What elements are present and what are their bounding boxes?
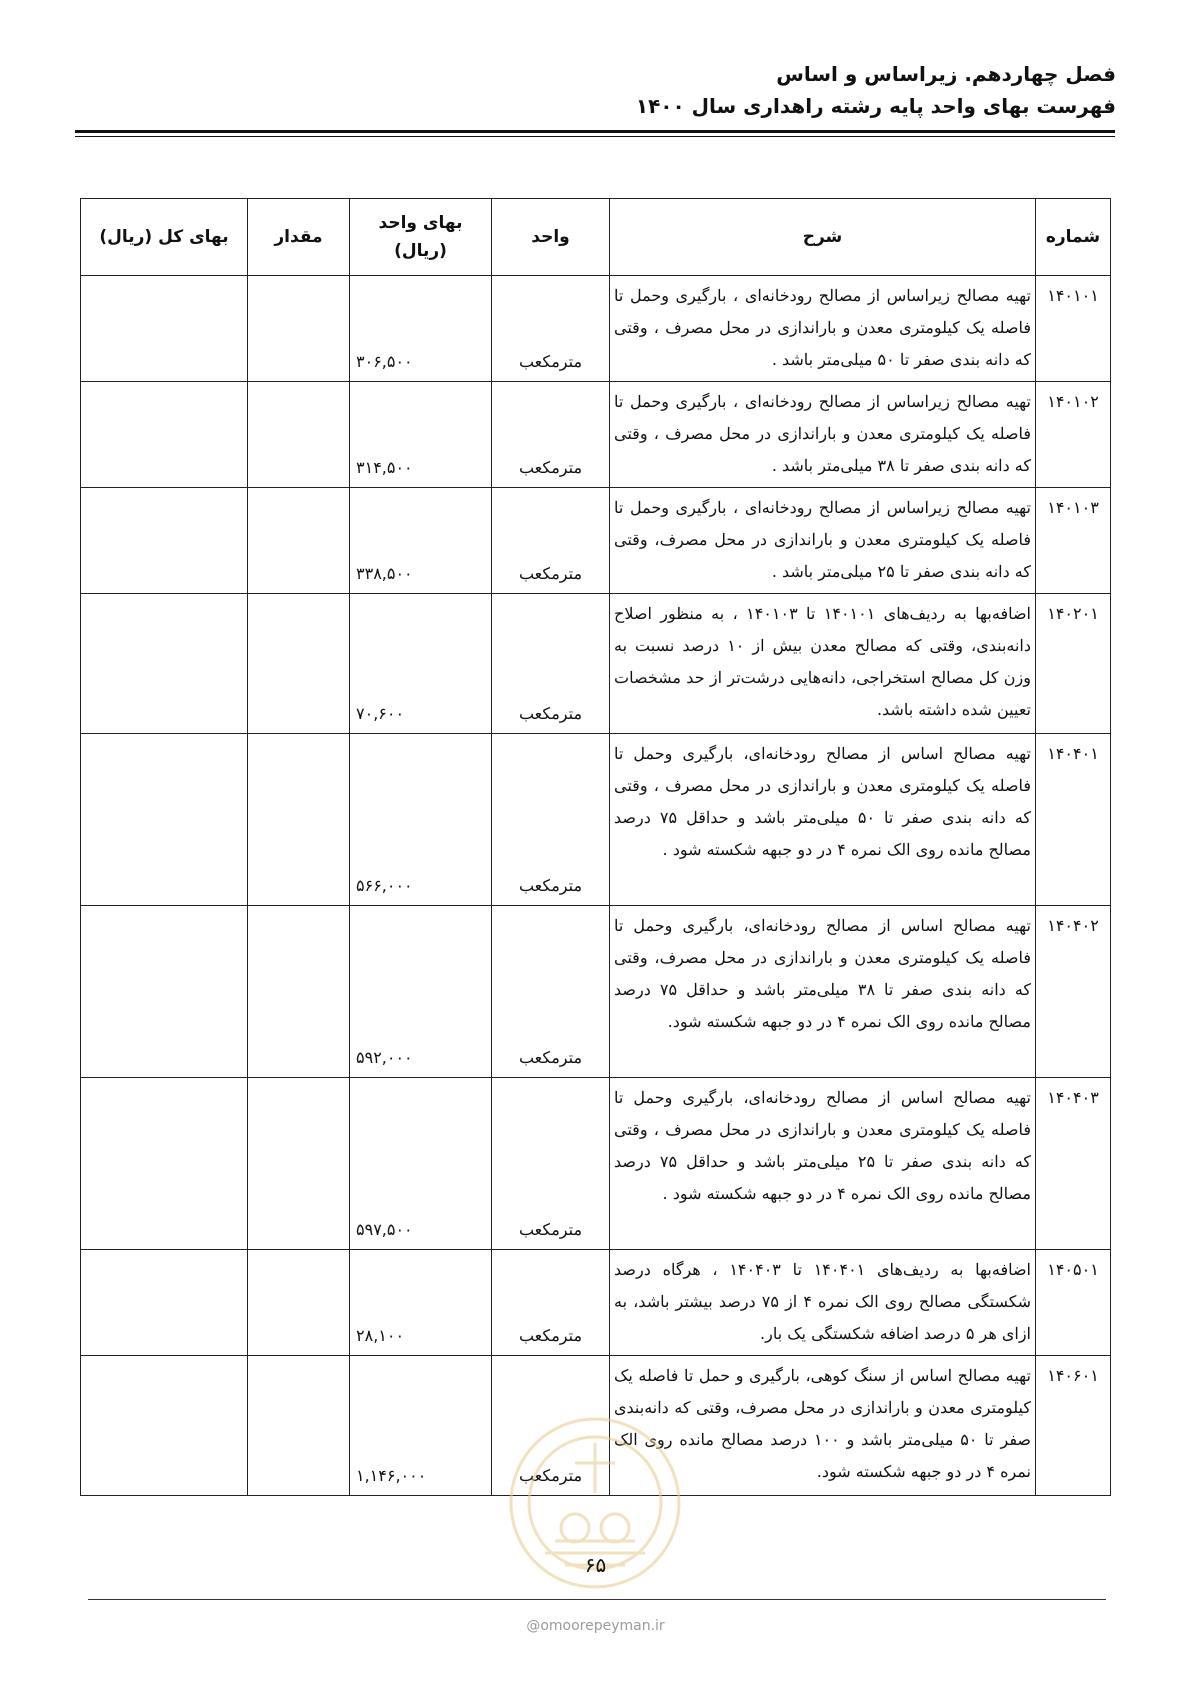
page-header — [76, 58, 1116, 122]
row-description: اضافه‌بها به ردیف‌های ۱۴۰۱۰۱ تا ۱۴۰۱۰۳ ، به منظور اصلاح دانه‌بندی، وقتی که مصالح معدن بیش از ۱۰ درصد نسبت به وزن کل مصالح استخراجی، دانه‌هایی درشت‌تر از حد مشخصات تعیین شده داشته باشد. — [610, 594, 1036, 734]
page-number: ۶۵ — [584, 1553, 607, 1577]
row-quantity — [248, 488, 350, 594]
row-description: تهیه مصالح زیراساس از مصالح رودخانه‌ای ، بارگیری وحمل تا فاصله یک کیلومتری معدن و باراندازی در محل مصرف، وقتی که دانه بندی صفر تا ۲۵ میلی‌متر باشد . — [610, 488, 1036, 594]
row-unit: مترمکعب — [492, 1078, 610, 1250]
row-total-price — [81, 734, 248, 906]
row-number: ۱۴۰۱۰۲ — [1036, 382, 1111, 488]
row-unit-price: ۲۸,۱۰۰ — [350, 1250, 492, 1356]
row-description: تهیه مصالح اساس از سنگ کوهی، بارگیری و حمل تا فاصله یک کیلومتری معدن و باراندازی در محل مصرف، وقتی که دانه‌بندی صفر تا ۵۰ میلی‌متر باشد و ۱۰۰ درصد مصالح مانده روی الک نمره ۴ در دو جبهه شکسته شود. — [610, 1356, 1036, 1496]
footer-rule — [88, 1599, 1106, 1600]
table-row — [81, 276, 1111, 382]
table-row — [81, 488, 1111, 594]
row-number: ۱۴۰۲۰۱ — [1036, 594, 1111, 734]
row-unit: مترمکعب — [492, 488, 610, 594]
row-description: اضافه‌بها به ردیف‌های ۱۴۰۴۰۱ تا ۱۴۰۴۰۳ ، هرگاه درصد شکستگی مصالح روی الک نمره ۴ از ۷۵ درصد بیشتر باشد، به ازای هر ۵ درصد اضافه شکستگی یک بار. — [610, 1250, 1036, 1356]
row-quantity — [248, 1356, 350, 1496]
column-header-unit-price — [350, 199, 492, 276]
row-quantity — [248, 734, 350, 906]
table-row — [81, 1356, 1111, 1496]
row-total-price — [81, 906, 248, 1078]
table-row — [81, 734, 1111, 906]
row-total-price — [81, 1078, 248, 1250]
table-row — [81, 382, 1111, 488]
row-quantity — [248, 1078, 350, 1250]
unit-price-header-line2: (ریال) — [394, 241, 447, 261]
row-description: تهیه مصالح اساس از مصالح رودخانه‌ای، بارگیری وحمل تا فاصله یک کیلومتری معدن و باراندازی در محل مصرف ، وقتی که دانه بندی صفر تا ۲۵ میلی‌متر باشد و حداقل ۷۵ درصد مصالح مانده روی الک نمره ۴ در دو جبهه شکسته شود . — [610, 1078, 1036, 1250]
row-quantity — [248, 594, 350, 734]
row-number: ۱۴۰۴۰۳ — [1036, 1078, 1111, 1250]
row-unit: مترمکعب — [492, 734, 610, 906]
row-number: ۱۴۰۴۰۱ — [1036, 734, 1111, 906]
chapter-title: فصل چهاردهم. زیراساس و اساس — [776, 62, 1116, 86]
column-header-total-price: بهای کل (ریال) — [81, 199, 248, 276]
row-unit: مترمکعب — [492, 276, 610, 382]
column-header-description: شرح — [610, 199, 1036, 276]
row-description: تهیه مصالح اساس از مصالح رودخانه‌ای، بارگیری وحمل تا فاصله یک کیلومتری معدن و باراندازی در محل مصرف، وقتی که دانه بندی صفر تا ۳۸ میلی‌متر باشد و حداقل ۷۵ درصد مصالح مانده روی الک نمره ۴ در دو جبهه شکسته شود. — [610, 906, 1036, 1078]
table-row — [81, 1250, 1111, 1356]
table-row — [81, 594, 1111, 734]
unit-price-header-line1: بهای واحد — [378, 213, 463, 233]
row-unit: مترمکعب — [492, 382, 610, 488]
row-quantity — [248, 1250, 350, 1356]
row-total-price — [81, 382, 248, 488]
row-quantity — [248, 382, 350, 488]
row-unit-price: ۵۹۲,۰۰۰ — [350, 906, 492, 1078]
row-unit-price: ۵۶۶,۰۰۰ — [350, 734, 492, 906]
row-number: ۱۴۰۱۰۱ — [1036, 276, 1111, 382]
row-unit-price: ۱,۱۴۶,۰۰۰ — [350, 1356, 492, 1496]
table-row — [81, 1078, 1111, 1250]
row-unit: مترمکعب — [492, 906, 610, 1078]
row-number: ۱۴۰۵۰۱ — [1036, 1250, 1111, 1356]
row-number: ۱۴۰۱۰۳ — [1036, 488, 1111, 594]
table-row — [81, 906, 1111, 1078]
row-number: ۱۴۰۴۰۲ — [1036, 906, 1111, 1078]
row-total-price — [81, 1356, 248, 1496]
row-unit-price: ۳۳۸,۵۰۰ — [350, 488, 492, 594]
row-total-price — [81, 1250, 248, 1356]
price-list-title: فهرست بهای واحد پایه رشته راهداری سال ۱۴۰۰ — [635, 94, 1116, 118]
row-description: تهیه مصالح اساس از مصالح رودخانه‌ای، بارگیری وحمل تا فاصله یک کیلومتری معدن و باراندازی در محل مصرف ، وقتی که دانه بندی صفر تا ۵۰ میلی‌متر باشد و حداقل ۷۵ درصد مصالح مانده روی الک نمره ۴ در دو جبهه شکسته شود . — [610, 734, 1036, 906]
row-quantity — [248, 276, 350, 382]
row-description: تهیه مصالح زیراساس از مصالح رودخانه‌ای ، بارگیری وحمل تا فاصله یک کیلومتری معدن و باراندازی در محل مصرف ، وقتی که دانه بندی صفر تا ۵۰ میلی‌متر باشد . — [610, 276, 1036, 382]
row-quantity — [248, 906, 350, 1078]
row-unit: مترمکعب — [492, 1250, 610, 1356]
row-unit-price: ۵۹۷,۵۰۰ — [350, 1078, 492, 1250]
column-header-unit: واحد — [492, 199, 610, 276]
row-total-price — [81, 276, 248, 382]
website-credit: @omoorepeyman.ir — [526, 1618, 665, 1634]
row-unit: مترمکعب — [492, 594, 610, 734]
row-number: ۱۴۰۶۰۱ — [1036, 1356, 1111, 1496]
row-total-price — [81, 594, 248, 734]
column-header-quantity: مقدار — [248, 199, 350, 276]
header-rule-thin — [75, 136, 1115, 137]
table-header-row — [81, 199, 1111, 276]
row-unit-price: ۳۰۶,۵۰۰ — [350, 276, 492, 382]
row-unit: مترمکعب — [492, 1356, 610, 1496]
price-table — [80, 198, 1111, 1496]
header-rule-thick — [75, 130, 1115, 133]
column-header-number: شماره — [1036, 199, 1111, 276]
row-description: تهیه مصالح زیراساس از مصالح رودخانه‌ای ، بارگیری وحمل تا فاصله یک کیلومتری معدن و باراندازی در محل مصرف ، وقتی که دانه بندی صفر تا ۳۸ میلی‌متر باشد . — [610, 382, 1036, 488]
row-unit-price: ۳۱۴,۵۰۰ — [350, 382, 492, 488]
row-unit-price: ۷۰,۶۰۰ — [350, 594, 492, 734]
row-total-price — [81, 488, 248, 594]
